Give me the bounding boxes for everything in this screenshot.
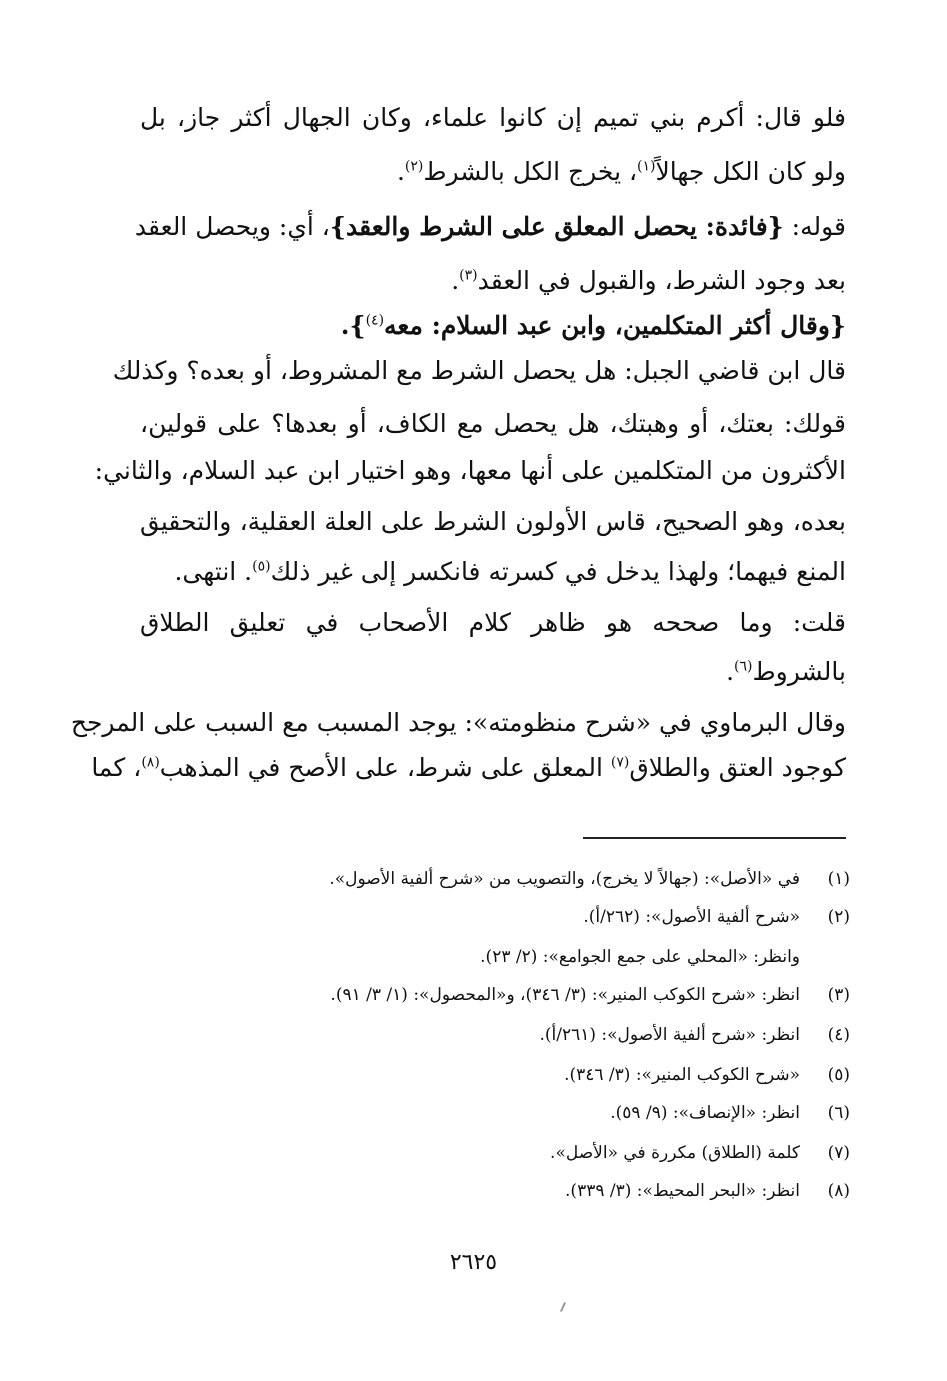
footnote-text: انظر: «الإنصاف»: (٩/ ٥٩). [610,1103,800,1123]
footnote-number: (٧) [827,1143,850,1163]
footnote-ref: (٦) [734,658,753,675]
scan-speck [560,1302,566,1312]
footnote-text: انظر: «شرح ألفية الأصول»: (٢٦١/أ). [539,1025,800,1045]
footnote-separator [583,837,846,839]
footnote-number: (٣) [827,985,850,1005]
text-line: {وقال أكثر المتكلمين، وابن عبد السلام: معه$^{(٤)}$}. [340,311,846,340]
text-line: الأكثرون من المتكلمين على أنها معها، وهو اختيار ابن عبد السلام، والثاني: [94,456,846,485]
footnote [150,1174,850,1208]
footnote [150,900,850,934]
footnote-ref: (٤) [365,312,385,329]
bold-quote: {فائدة: يحصل المعلق على الشرط والعقد} [329,212,784,241]
footnote [150,1096,850,1130]
footnote-text: انظر: «شرح الكوكب المنير»: (٣/ ٣٤٦)، و«المحصول»: (١/ ٣/ ٩١). [330,985,800,1005]
text-line: كوجود العتق والطلاق$^{(٧)}$ المعلق على شرط، على الأصح في المذهب$^{(٨)}$، كما [91,753,846,782]
footnote-number: (٤) [827,1025,850,1045]
text-line: قلت: وما صححه هو ظاهر كلام الأصحاب في تعليق الطلاق [140,608,846,637]
text-line: قولك: بعتك، أو وهبتك، هل يحصل مع الكاف، أو بعدها؟ على قولين، [140,409,846,438]
footnote-text: «شرح ألفية الأصول»: (٢٦٢/أ). [583,907,800,927]
footnote-number: (١) [827,869,850,889]
text-line: المنع فيهما؛ ولهذا يدخل في كسرته فانكسر إلى غير ذلك$^{(٥)}$. انتهى. [174,557,846,586]
footnote [150,1058,850,1092]
footnote-ref: (٧) [610,754,630,771]
footnote-text: في «الأصل»: (جهالاً لا يخرج)، والتصويب من «شرح ألفية الأصول». [329,869,800,889]
bold-quote: {وقال أكثر المتكلمين، وابن عبد السلام: معه [384,311,846,340]
footnote-ref: (١) [637,158,656,175]
text-line: وقال البرماوي في «شرح منظومته»: يوجد المسبب مع السبب على المرجح [70,708,846,737]
footnote-text: «شرح الكوكب المنير»: (٣/ ٣٤٦). [564,1065,800,1085]
text-line: قوله: {فائدة: يحصل المعلق على الشرط والعقد}، أي: ويحصل العقد [134,212,846,241]
footnote-ref: (٥) [252,558,271,575]
footnote-text: وانظر: «المحلي على جمع الجوامع»: (٢/ ٢٣). [480,947,800,967]
footnote-ref: (٣) [459,267,478,284]
footnote-ref: (٢) [404,158,424,175]
footnote-text: كلمة (الطلاق) مكررة في «الأصل». [550,1143,800,1163]
footnote [150,862,850,896]
text-line: بعده، وهو الصحيح، قاس الأولون الشرط على العلة العقلية، والتحقيق [140,507,846,536]
footnote-number: (٨) [827,1181,850,1201]
text-line: ولو كان الكل جهالاً$^{(١)}$، يخرج الكل بالشرط$^{(٢)}$. [396,157,846,186]
footnote-number: (٢) [827,907,850,927]
footnote-text: انظر: «البحر المحيط»: (٣/ ٣٣٩). [565,1181,800,1201]
text-line: بعد وجود الشرط، والقبول في العقد$^{(٣)}$. [451,266,846,295]
text-line: بالشروط$^{(٦)}$. [726,657,846,686]
footnote [150,1136,850,1170]
footnote-continuation [150,940,850,974]
footnote [150,978,850,1012]
footnote-number: (٦) [827,1103,850,1123]
footnote [150,1018,850,1052]
footnote-ref: (٨) [141,754,160,771]
footnote-number: (٥) [827,1065,850,1085]
text-line: فلو قال: أكرم بني تميم إن كانوا علماء، وكان الجهال أكثر جاز، بل [140,103,846,132]
text-line: قال ابن قاضي الجبل: هل يحصل الشرط مع المشروط، أو بعده؟ وكذلك [112,356,846,385]
page-number: ٢٦٢٥ [449,1250,498,1275]
